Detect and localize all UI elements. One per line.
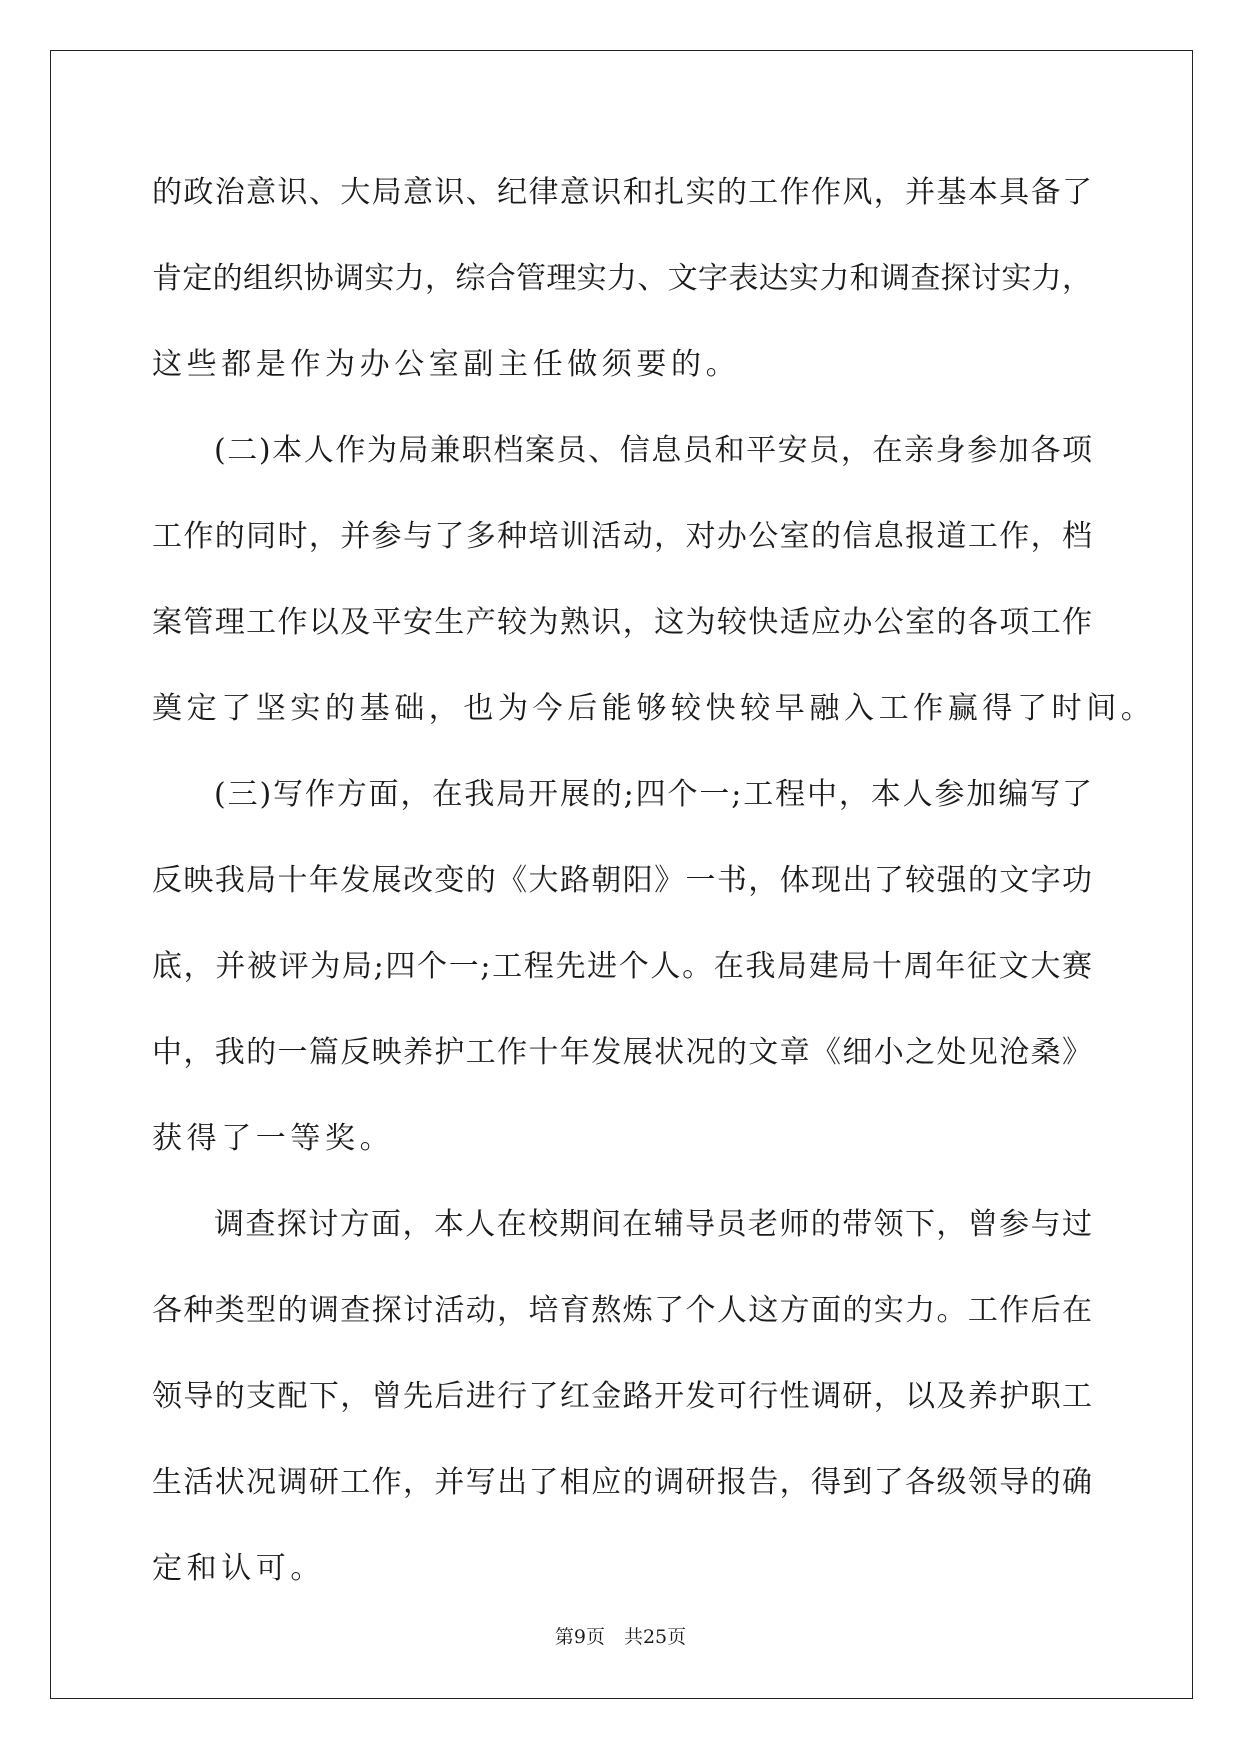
document-body <box>152 150 1156 1612</box>
text-line: 生活状况调研工作，并写出了相应的调研报告，得到了各级领导的确 <box>152 1465 1092 1500</box>
text-line: 案管理工作以及平安生产较为熟识，这为较快适应办公室的各项工作 <box>152 605 1092 640</box>
text-line: 定和认可。 <box>152 1551 325 1586</box>
text-line: 底，并被评为局;四个一;工程先进个人。在我局建局十周年征文大赛 <box>152 949 1092 984</box>
text-line: 领导的支配下，曾先后进行了红金路开发可行性调研，以及养护职工 <box>152 1379 1092 1414</box>
text-line: (三)写作方面，在我局开展的;四个一;工程中，本人参加编写了 <box>214 777 1092 812</box>
text-line: 中，我的一篇反映养护工作十年发展状况的文章《细小之处见沧桑》 <box>152 1035 1092 1070</box>
text-line: 调查探讨方面，本人在校期间在辅导员老师的带领下，曾参与过 <box>214 1207 1092 1242</box>
text-line: 的政治意识、大局意识、纪律意识和扎实的工作作风，并基本具备了 <box>152 175 1092 210</box>
text-line: 各种类型的调查探讨活动，培育熬炼了个人这方面的实力。工作后在 <box>152 1293 1092 1328</box>
text-line: 反映我局十年发展改变的《大路朝阳》一书，体现出了较强的文字功 <box>152 863 1092 898</box>
text-line: 肯定的组织协调实力，综合管理实力、文字表达实力和调查探讨实力， <box>152 261 1092 296</box>
text-line: 这些都是作为办公室副主任做须要的。 <box>152 347 741 382</box>
page-number-footer: 第9页 共25页 <box>554 1626 687 1648</box>
text-line: 奠定了坚实的基础，也为今后能够较快较早融入工作赢得了时间。 <box>152 691 1156 726</box>
text-line: (二)本人作为局兼职档案员、信息员和平安员，在亲身参加各项 <box>214 433 1092 468</box>
text-line: 获得了一等奖。 <box>152 1121 395 1156</box>
text-line: 工作的同时，并参与了多种培训活动，对办公室的信息报道工作，档 <box>152 519 1092 554</box>
